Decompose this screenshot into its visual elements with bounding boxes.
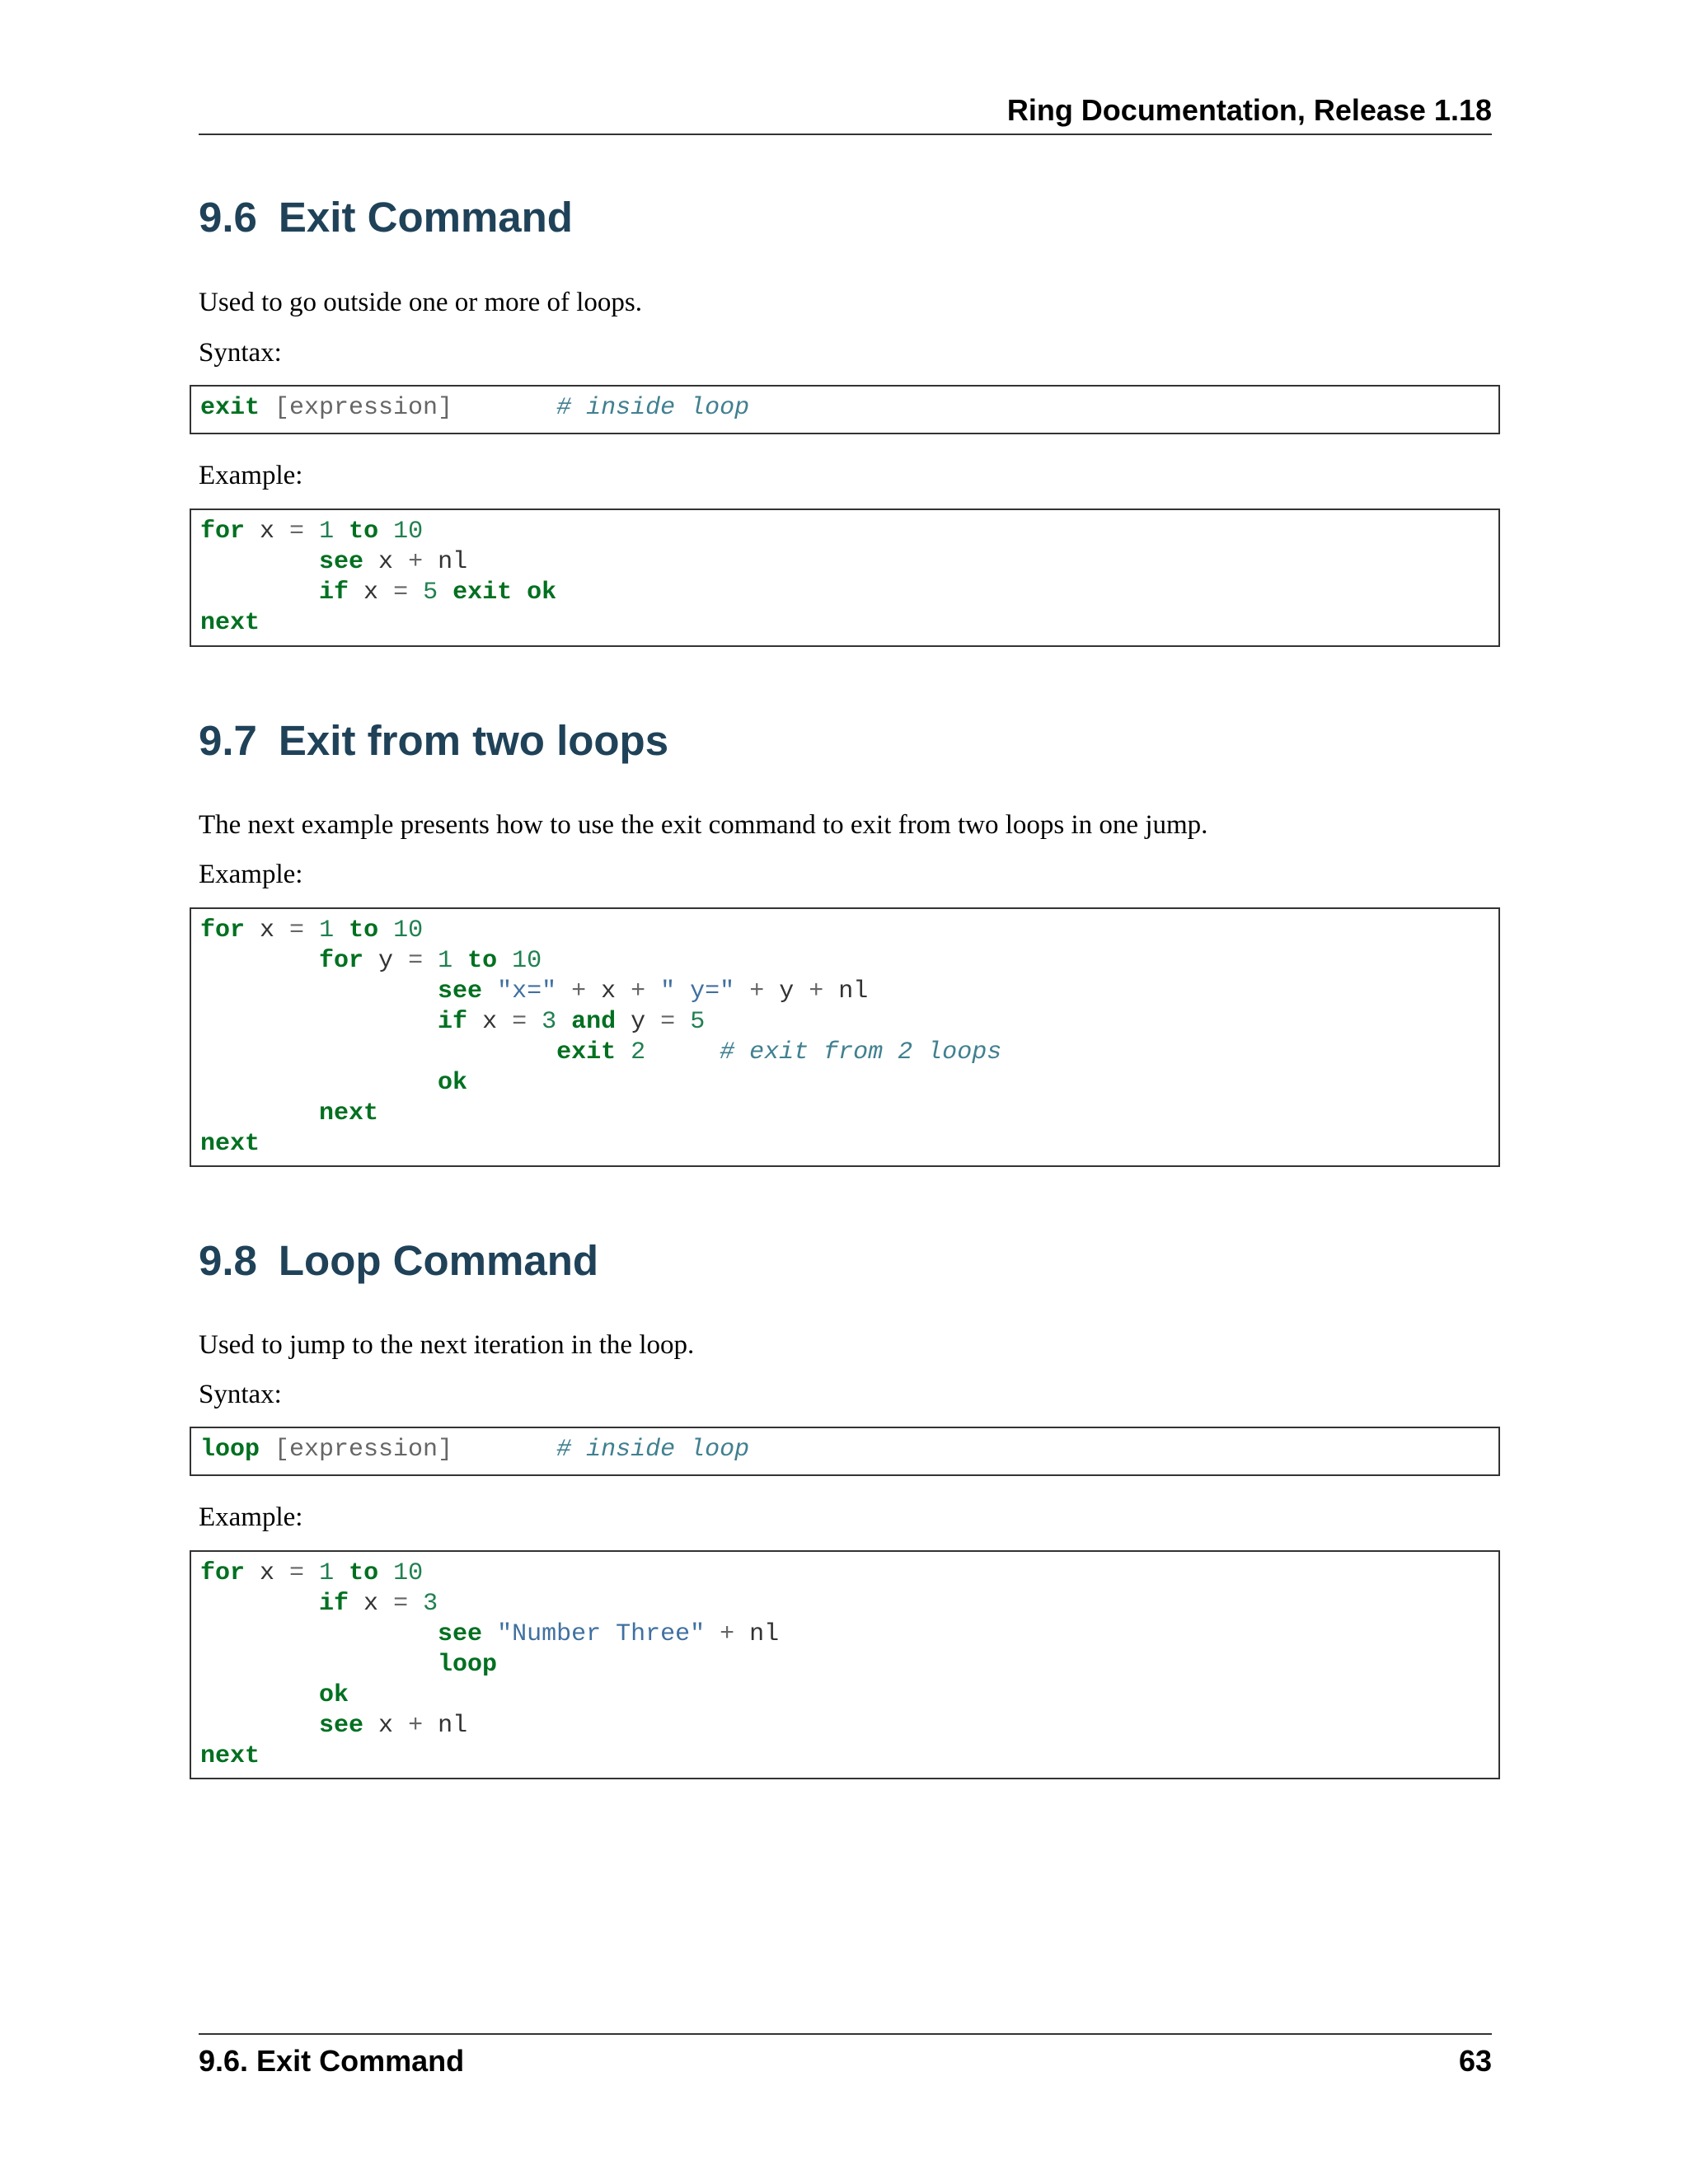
code-operator: = [289, 1559, 305, 1587]
paragraph: Used to jump to the next iteration in the loop. [199, 1330, 695, 1360]
code-block [190, 385, 1500, 434]
code-operator: + [408, 548, 424, 576]
code-text [497, 947, 512, 975]
code-text: x [245, 916, 290, 944]
code-line [200, 1099, 1489, 1129]
code-text: y [616, 1008, 661, 1036]
code-comment: # exit from 2 loops [720, 1038, 1002, 1066]
code-text: nl [823, 977, 869, 1005]
code-keyword: exit [556, 1038, 617, 1066]
code-line [200, 977, 1489, 1007]
code-text [200, 977, 438, 1005]
code-string: "x=" [497, 977, 557, 1005]
code-string: "Number Three" [497, 1620, 706, 1648]
code-line [200, 1741, 1489, 1772]
section-title: Loop Command [278, 1237, 599, 1284]
code-text [645, 977, 660, 1005]
code-text [378, 518, 393, 546]
code-keyword: see [319, 1712, 364, 1740]
code-text [334, 1559, 349, 1587]
code-text [705, 1620, 720, 1648]
code-text: x [245, 518, 290, 546]
code-text [527, 1008, 542, 1036]
code-line [200, 1650, 1489, 1680]
code-keyword: for [200, 916, 246, 944]
code-text [304, 1559, 319, 1587]
code-text [482, 977, 497, 1005]
code-keyword: for [319, 947, 364, 975]
code-line [200, 1680, 1489, 1711]
code-line [200, 1068, 1489, 1099]
code-operator: = [408, 947, 424, 975]
code-text [334, 518, 349, 546]
code-keyword: if [319, 1590, 349, 1618]
paragraph: Used to go outside one or more of loops. [199, 288, 643, 317]
code-text: x [363, 548, 409, 576]
section-heading-9-7 [199, 716, 668, 766]
code-keyword: ok [319, 1681, 349, 1709]
code-keyword: loop [438, 1651, 498, 1679]
section-number: 9.8 [199, 1237, 257, 1284]
code-text [378, 916, 393, 944]
code-text [200, 1038, 556, 1066]
code-keyword: see [438, 1620, 483, 1648]
running-header: Ring Documentation, Release 1.18 [199, 91, 1492, 135]
page-number: 63 [1458, 2044, 1492, 2078]
code-text [200, 1651, 438, 1679]
code-text [260, 1436, 274, 1464]
code-text [304, 518, 319, 546]
code-keyword: ok [438, 1069, 468, 1097]
code-text: x [363, 1712, 409, 1740]
code-keyword: next [319, 1099, 379, 1127]
syntax-label: Syntax: [199, 1380, 282, 1409]
code-comment: # inside loop [556, 1436, 750, 1464]
code-operator: = [393, 1590, 409, 1618]
code-keyword: if [319, 579, 349, 607]
code-text [734, 977, 749, 1005]
code-line [200, 608, 1489, 639]
code-operator: = [512, 1008, 528, 1036]
code-text [645, 1038, 720, 1066]
code-number: 1 [319, 518, 335, 546]
code-operator: = [660, 1008, 676, 1036]
code-text: nl [423, 1712, 468, 1740]
code-keyword: next [200, 1742, 260, 1770]
running-footer [199, 2033, 1492, 2081]
code-keyword: for [200, 518, 246, 546]
code-operator: + [720, 1620, 735, 1648]
code-keyword: next [200, 609, 260, 637]
section-heading-9-8 [199, 1236, 598, 1286]
code-keyword: to [349, 1559, 379, 1587]
code-keyword: loop [200, 1436, 260, 1464]
code-text [378, 1559, 393, 1587]
code-line [200, 1129, 1489, 1160]
code-keyword: see [319, 548, 364, 576]
code-operator: + [631, 977, 646, 1005]
syntax-label: Syntax: [199, 338, 282, 368]
example-label: Example: [199, 1502, 303, 1532]
example-label: Example: [199, 461, 303, 490]
code-text [408, 579, 423, 607]
footer-section: 9.6. Exit Command [199, 2044, 465, 2078]
code-keyword: if [438, 1008, 468, 1036]
code-line [200, 916, 1489, 946]
code-operator: [expression] [274, 1436, 453, 1464]
code-text [200, 1069, 438, 1097]
code-line [200, 517, 1489, 547]
code-text: x [349, 1590, 394, 1618]
code-keyword: exit [452, 579, 513, 607]
code-text [556, 1008, 571, 1036]
code-operator: + [749, 977, 765, 1005]
code-text [304, 916, 319, 944]
code-text [200, 579, 319, 607]
code-keyword: and [571, 1008, 617, 1036]
section-number: 9.7 [199, 717, 257, 764]
code-text [438, 579, 452, 607]
code-text [200, 1590, 319, 1618]
code-line [200, 1619, 1489, 1650]
code-text [200, 1099, 319, 1127]
code-text [616, 1038, 631, 1066]
code-line [200, 578, 1489, 608]
section-title: Exit from two loops [278, 717, 669, 764]
code-operator: = [289, 916, 305, 944]
code-text [452, 1436, 556, 1464]
code-number: 10 [512, 947, 542, 975]
code-keyword: to [349, 518, 379, 546]
code-text [675, 1008, 690, 1036]
code-keyword: exit [200, 394, 260, 422]
code-number: 3 [542, 1008, 557, 1036]
code-block [190, 509, 1500, 647]
code-text [452, 394, 556, 422]
code-line [200, 1435, 1489, 1465]
code-text [556, 977, 571, 1005]
code-string: " y=" [660, 977, 735, 1005]
code-number: 5 [423, 579, 438, 607]
code-number: 1 [319, 1559, 335, 1587]
code-text [200, 1712, 319, 1740]
code-text: x [586, 977, 631, 1005]
code-line [200, 1038, 1489, 1068]
code-text [334, 916, 349, 944]
code-line [200, 946, 1489, 977]
code-number: 1 [438, 947, 453, 975]
code-operator: + [408, 1712, 424, 1740]
code-text [200, 1681, 319, 1709]
code-keyword: next [200, 1130, 260, 1158]
code-comment: # inside loop [556, 394, 750, 422]
code-number: 2 [631, 1038, 646, 1066]
code-line [200, 1589, 1489, 1619]
paragraph: The next example presents how to use the exit command to exit from two loops in one jump. [199, 810, 1208, 840]
code-keyword: for [200, 1559, 246, 1587]
code-text: x [467, 1008, 513, 1036]
code-number: 10 [393, 1559, 424, 1587]
code-text [200, 548, 319, 576]
code-text: x [245, 1559, 290, 1587]
code-text [260, 394, 274, 422]
code-text [200, 1620, 438, 1648]
code-text: y [764, 977, 809, 1005]
code-text: y [363, 947, 409, 975]
code-text [408, 1590, 423, 1618]
code-text: x [349, 579, 394, 607]
code-text [452, 947, 467, 975]
code-text: nl [734, 1620, 780, 1648]
section-heading-9-6 [199, 193, 573, 242]
code-number: 1 [319, 916, 335, 944]
section-title: Exit Command [278, 194, 573, 241]
code-operator: = [393, 579, 409, 607]
code-line [200, 547, 1489, 578]
code-number: 10 [393, 916, 424, 944]
code-keyword: ok [527, 579, 557, 607]
code-block [190, 1427, 1500, 1476]
code-keyword: see [438, 977, 483, 1005]
code-line [200, 1711, 1489, 1741]
code-text [200, 947, 319, 975]
code-line [200, 1558, 1489, 1589]
code-operator: + [571, 977, 587, 1005]
code-number: 3 [423, 1590, 438, 1618]
example-label: Example: [199, 860, 303, 889]
code-operator: + [809, 977, 824, 1005]
code-text: nl [423, 548, 468, 576]
code-block [190, 1550, 1500, 1779]
code-line [200, 393, 1489, 424]
code-operator: [expression] [274, 394, 453, 422]
code-operator: = [289, 518, 305, 546]
code-number: 10 [393, 518, 424, 546]
code-number: 5 [690, 1008, 706, 1036]
code-text [423, 947, 438, 975]
code-block [190, 907, 1500, 1167]
code-text [482, 1620, 497, 1648]
code-text [200, 1008, 438, 1036]
code-line [200, 1007, 1489, 1038]
section-number: 9.6 [199, 194, 257, 241]
code-keyword: to [349, 916, 379, 944]
code-text [512, 579, 527, 607]
code-keyword: to [467, 947, 498, 975]
